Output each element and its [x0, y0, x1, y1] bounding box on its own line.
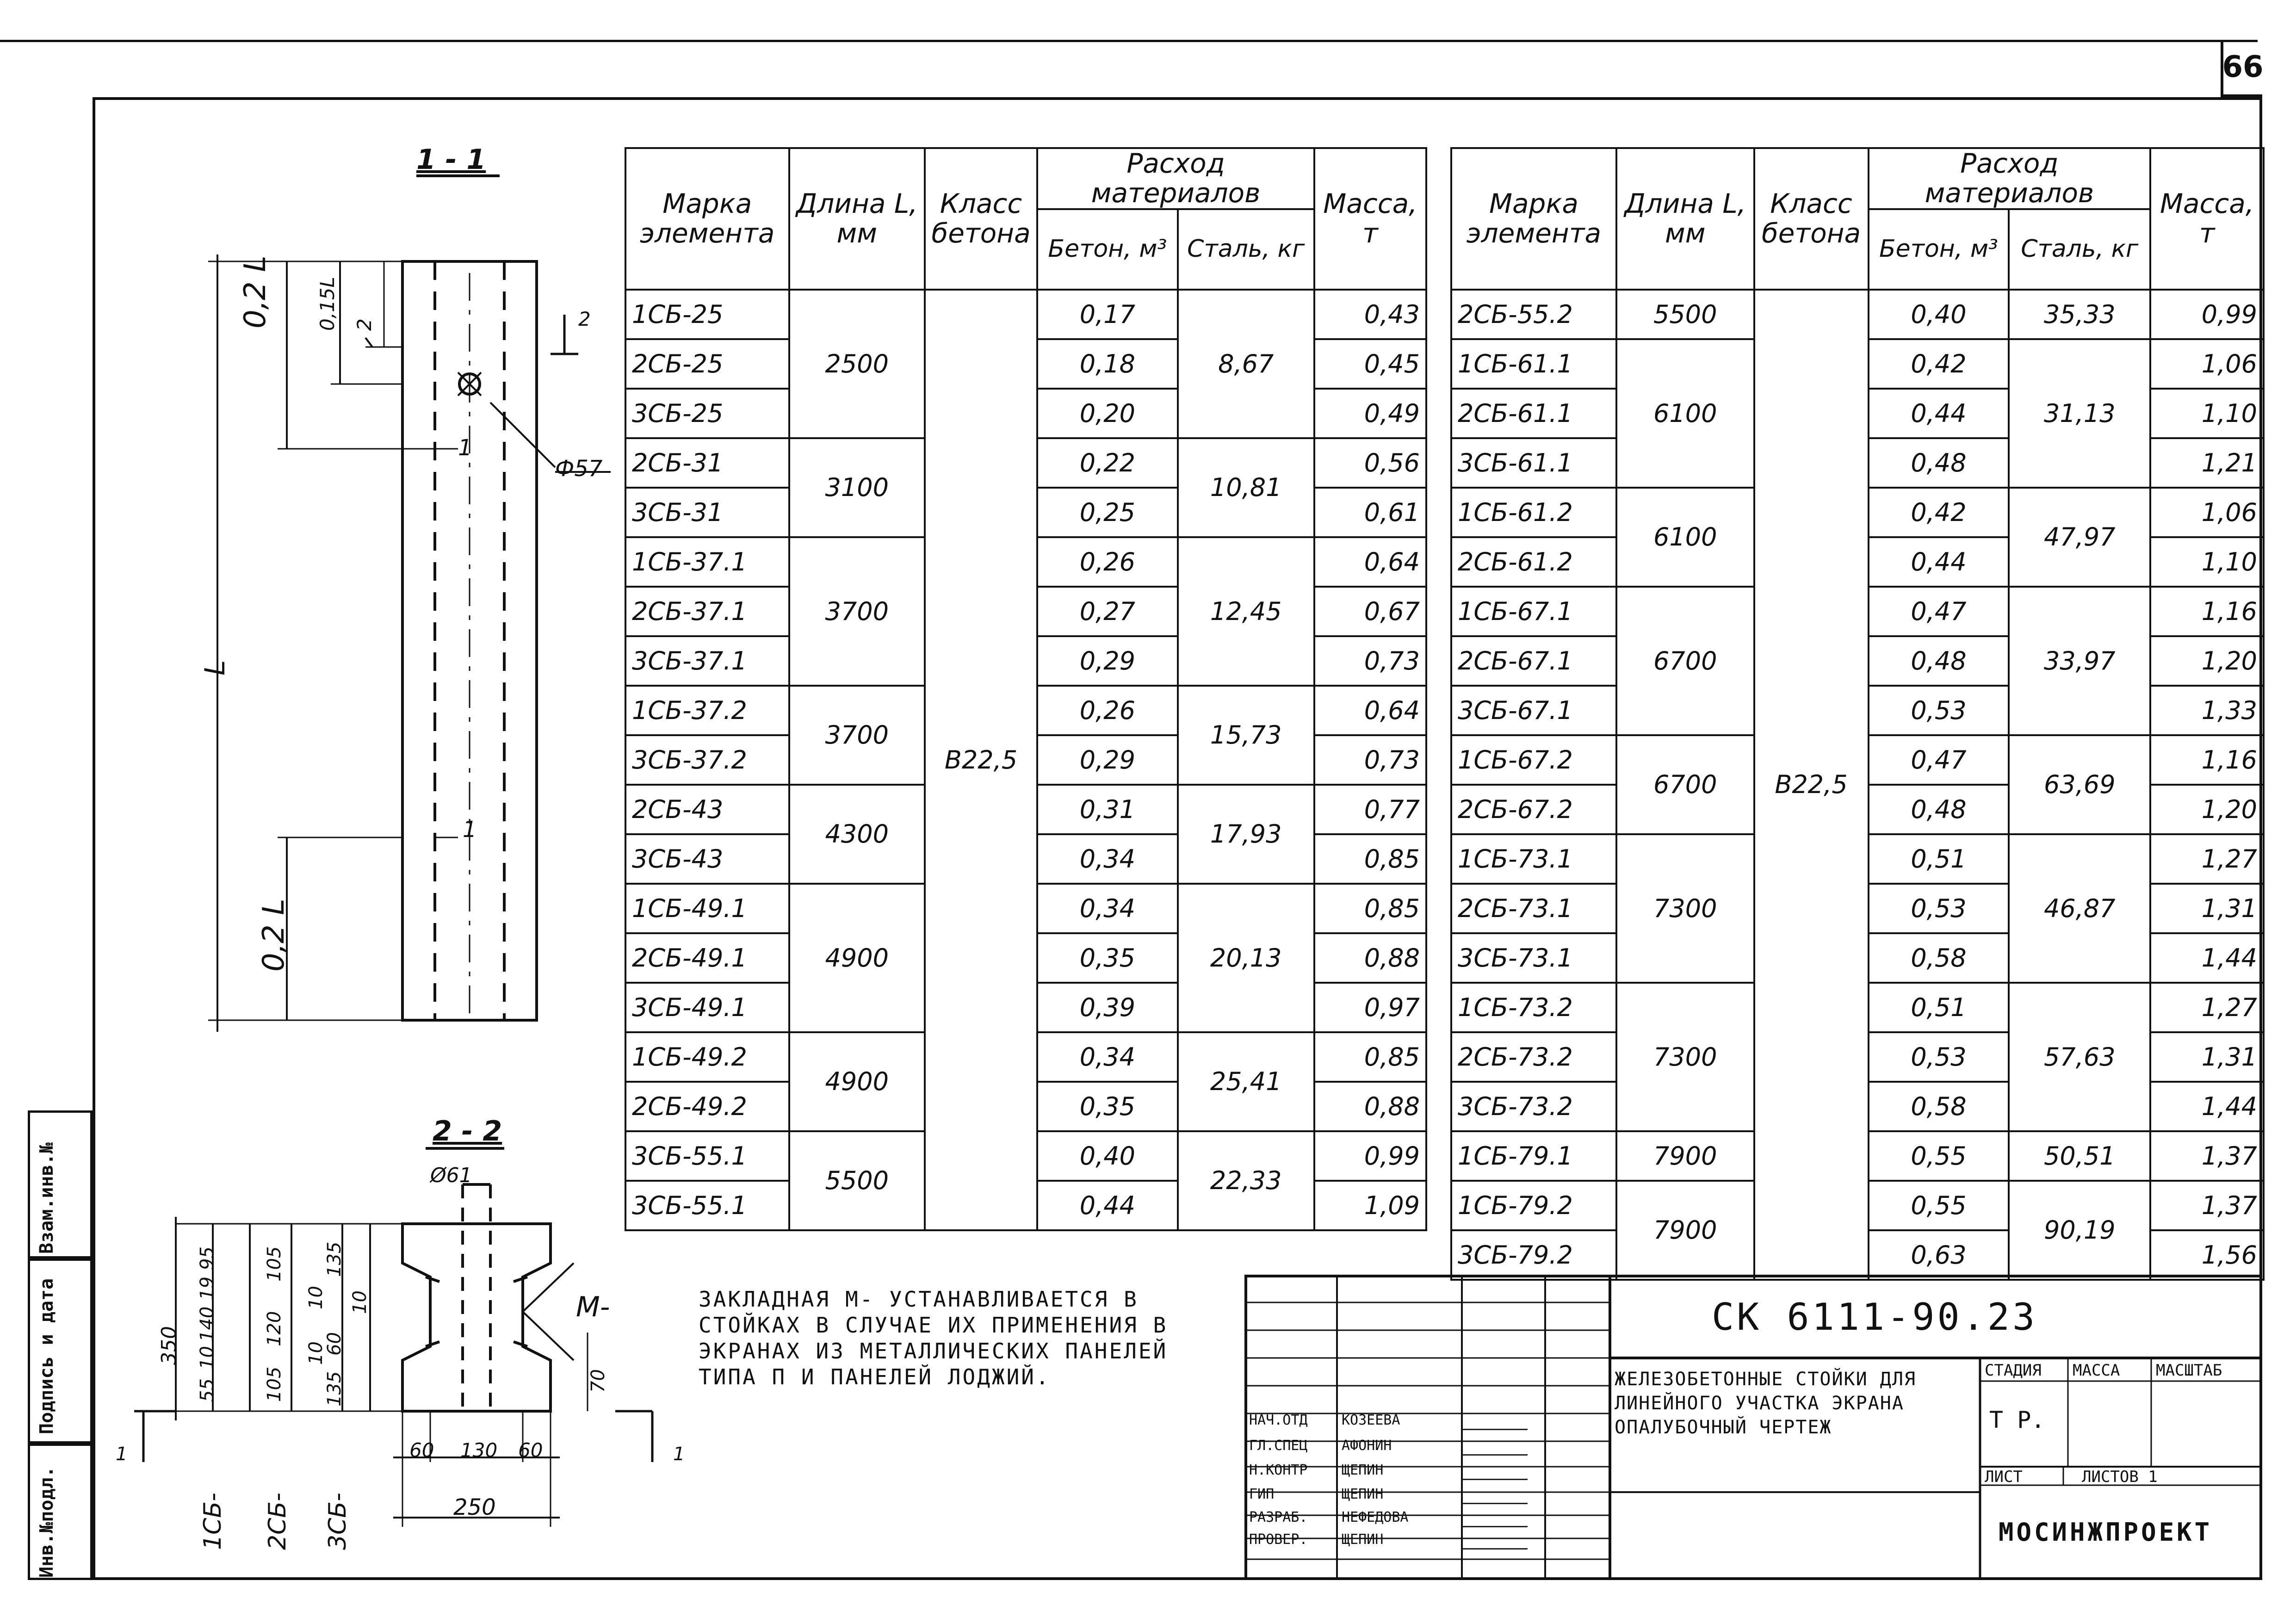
element-mark: 3СБ-73.2 — [1451, 1082, 1616, 1131]
dim-19: 19 — [197, 1277, 218, 1300]
signature-role: ГЛ.СПЕЦ — [1249, 1438, 1308, 1454]
header-concrete: Бетон, м³ — [1037, 209, 1177, 290]
dim-015L: 0,15L — [316, 277, 339, 331]
concrete-volume: 0,53 — [1869, 686, 2009, 735]
signature-role: ПРОВЕР. — [1249, 1531, 1308, 1548]
element-mark: 2СБ-55.2 — [1451, 290, 1616, 339]
header-concrete: Бетон, м³ — [1869, 209, 2009, 290]
element-mark: 3СБ-49.1 — [625, 983, 789, 1032]
signature-role: НАЧ.ОТД — [1249, 1412, 1308, 1428]
sheet-label: ЛИСТ — [1985, 1468, 2023, 1486]
concrete-volume: 0,29 — [1037, 735, 1177, 785]
mass-value: 0,64 — [1314, 537, 1426, 587]
steel-weight: 57,63 — [2009, 983, 2150, 1131]
top-border-line — [0, 40, 2258, 42]
header-consumption: Расход материалов — [1037, 148, 1314, 209]
dim-10-c: 10 — [305, 1286, 327, 1309]
header-mark: Марка элемента — [1451, 148, 1616, 290]
insert-mark-M: М- — [576, 1291, 610, 1323]
mass-value: 0,49 — [1314, 389, 1426, 438]
steel-weight: 33,97 — [2009, 587, 2150, 735]
table-row — [1451, 290, 2264, 339]
mass-value: 1,16 — [2150, 587, 2264, 636]
header-length: Длина L, мм — [789, 148, 925, 290]
steel-weight: 50,51 — [2009, 1131, 2150, 1181]
concrete-volume: 0,53 — [1869, 1032, 2009, 1082]
mass-value: 1,09 — [1314, 1181, 1426, 1230]
concrete-volume: 0,63 — [1869, 1230, 2009, 1280]
concrete-volume: 0,26 — [1037, 537, 1177, 587]
signature-name: КОЗЕЕВА — [1342, 1412, 1400, 1428]
dim-135-b: 135 — [324, 1241, 345, 1277]
concrete-volume: 0,48 — [1869, 785, 2009, 834]
sheets-label: ЛИСТОВ 1 — [2082, 1468, 2158, 1486]
cut-mark-1-top: 1 — [458, 435, 472, 461]
concrete-volume: 0,31 — [1037, 785, 1177, 834]
mass-value: 1,33 — [2150, 686, 2264, 735]
dim-130: 130 — [460, 1439, 498, 1462]
element-mark: 1СБ-79.2 — [1451, 1181, 1616, 1230]
mass-value: 1,31 — [2150, 884, 2264, 933]
signature-name: АФОНИН — [1342, 1438, 1392, 1454]
section-mark-right: 1 — [673, 1444, 685, 1465]
mass-value: 1,16 — [2150, 735, 2264, 785]
element-mark: 3СБ-61.1 — [1451, 438, 1616, 488]
element-mark: 3СБ-55.1 — [625, 1181, 789, 1230]
element-mark: 3СБ-37.1 — [625, 636, 789, 686]
mass-value: 0,61 — [1314, 488, 1426, 537]
concrete-volume: 0,17 — [1037, 290, 1177, 339]
element-mark: 1СБ-25 — [625, 290, 789, 339]
element-mark: 1СБ-67.1 — [1451, 587, 1616, 636]
concrete-volume: 0,58 — [1869, 1082, 2009, 1131]
signature-name: ЩЕПИН — [1342, 1531, 1384, 1548]
element-mark: 2СБ-73.2 — [1451, 1032, 1616, 1082]
mass-value: 1,06 — [2150, 339, 2264, 389]
length-value: 6700 — [1616, 587, 1754, 735]
table-row — [625, 290, 1426, 339]
stage-label: СТАДИЯ — [1985, 1361, 2042, 1380]
mass-value: 1,10 — [2150, 537, 2264, 587]
insert-diameter-61: Ø61 — [430, 1164, 472, 1187]
steel-weight: 31,13 — [2009, 339, 2150, 488]
element-mark: 2СБ-67.1 — [1451, 636, 1616, 686]
steel-weight: 10,81 — [1178, 438, 1314, 537]
element-mark: 1СБ-79.1 — [1451, 1131, 1616, 1181]
element-mark: 3СБ-25 — [625, 389, 789, 438]
concrete-volume: 0,22 — [1037, 438, 1177, 488]
dim-135-a: 135 — [324, 1371, 345, 1407]
cross-section-drawing — [106, 1110, 685, 1573]
concrete-volume: 0,27 — [1037, 587, 1177, 636]
concrete-volume: 0,55 — [1869, 1181, 2009, 1230]
header-length: Длина L, мм — [1616, 148, 1754, 290]
cut-mark-1-bottom: 1 — [463, 817, 477, 843]
steel-weight: 12,45 — [1178, 537, 1314, 686]
mass-value: 0,43 — [1314, 290, 1426, 339]
page-number: 66 — [2221, 40, 2262, 97]
mass-value: 1,06 — [2150, 488, 2264, 537]
length-value: 4900 — [789, 1032, 925, 1131]
concrete-volume: 0,58 — [1869, 933, 2009, 983]
concrete-volume: 0,47 — [1869, 735, 2009, 785]
dim-L: L — [199, 660, 231, 676]
length-value: 6100 — [1616, 488, 1754, 587]
length-value: 3100 — [789, 438, 925, 537]
dim-140: 140 — [197, 1306, 218, 1342]
dim-105-a: 105 — [264, 1366, 285, 1402]
length-value: 3700 — [789, 686, 925, 785]
concrete-volume: 0,44 — [1869, 389, 2009, 438]
concrete-volume: 0,34 — [1037, 884, 1177, 933]
spec-table-right — [1450, 147, 2265, 1281]
dim-2-right: 2 — [578, 308, 591, 330]
concrete-volume: 0,35 — [1037, 1082, 1177, 1131]
element-mark: 2СБ-61.2 — [1451, 537, 1616, 587]
element-mark: 1СБ-61.1 — [1451, 339, 1616, 389]
concrete-volume: 0,20 — [1037, 389, 1177, 438]
dim-55: 55 — [197, 1378, 218, 1402]
dim-02L-top: 0,2 L — [238, 255, 272, 329]
mass-value: 1,31 — [2150, 1032, 2264, 1082]
element-mark: 2СБ-49.2 — [625, 1082, 789, 1131]
element-mark: 3СБ-43 — [625, 834, 789, 884]
dim-60-right: 60 — [518, 1439, 543, 1462]
side-stamp-text-3: Взам.инв.№ — [36, 1142, 57, 1254]
handwritten-signature — [1462, 1408, 1535, 1430]
element-mark: 3СБ-79.2 — [1451, 1230, 1616, 1280]
element-mark: 3СБ-31 — [625, 488, 789, 537]
steel-weight: 35,33 — [2009, 290, 2150, 339]
concrete-volume: 0,34 — [1037, 834, 1177, 884]
subsection-1SB: 1СБ- — [199, 1493, 227, 1550]
header-mass: Масса, т — [2150, 148, 2264, 290]
header-class: Класс бетона — [1754, 148, 1869, 290]
drawing-code: СК 6111-90.23 — [1712, 1295, 2038, 1339]
element-mark: 1СБ-73.2 — [1451, 983, 1616, 1032]
mass-value: 1,20 — [2150, 785, 2264, 834]
dim-10-a: 10 — [197, 1346, 218, 1370]
concrete-volume: 0,29 — [1037, 636, 1177, 686]
dim-95: 95 — [197, 1246, 218, 1270]
mass-value: 0,85 — [1314, 1032, 1426, 1082]
element-mark: 1СБ-73.1 — [1451, 834, 1616, 884]
element-mark: 1СБ-37.2 — [625, 686, 789, 735]
element-mark: 2СБ-25 — [625, 339, 789, 389]
element-mark: 2СБ-37.1 — [625, 587, 789, 636]
concrete-volume: 0,44 — [1869, 537, 2009, 587]
concrete-volume: 0,48 — [1869, 636, 2009, 686]
handwritten-signature — [1462, 1434, 1535, 1456]
stage-value: Т Р. — [1989, 1407, 2045, 1433]
handwritten-signature — [1462, 1458, 1535, 1480]
header-mass: Масса, т — [1314, 148, 1426, 290]
steel-weight: 20,13 — [1178, 884, 1314, 1032]
concrete-class: В22,5 — [925, 290, 1037, 1230]
handwritten-signature — [1462, 1528, 1535, 1550]
signature-name: ЩЕПИН — [1342, 1462, 1384, 1478]
mass-value: 1,37 — [2150, 1131, 2264, 1181]
mass-value: 0,85 — [1314, 834, 1426, 884]
element-mark: 2СБ-49.1 — [625, 933, 789, 983]
mass-value: 0,85 — [1314, 884, 1426, 933]
mass-value: 1,21 — [2150, 438, 2264, 488]
concrete-volume: 0,40 — [1869, 290, 2009, 339]
mass-value: 0,67 — [1314, 587, 1426, 636]
mass-value: 1,44 — [2150, 1082, 2264, 1131]
concrete-volume: 0,40 — [1037, 1131, 1177, 1181]
length-value: 3700 — [789, 537, 925, 686]
handwritten-signature — [1462, 1506, 1535, 1527]
element-mark: 1СБ-49.2 — [625, 1032, 789, 1082]
subsection-3SB: 3СБ- — [324, 1493, 352, 1550]
element-mark: 3СБ-37.2 — [625, 735, 789, 785]
length-value: 7300 — [1616, 983, 1754, 1131]
mass-value: 0,99 — [2150, 290, 2264, 339]
element-mark: 1СБ-37.1 — [625, 537, 789, 587]
dim-70: 70 — [588, 1369, 609, 1393]
element-mark: 2СБ-61.1 — [1451, 389, 1616, 438]
mass-value: 1,27 — [2150, 834, 2264, 884]
element-mark: 3СБ-55.1 — [625, 1131, 789, 1181]
length-value: 7300 — [1616, 834, 1754, 983]
column-elevation-drawing — [93, 97, 625, 1161]
concrete-volume: 0,42 — [1869, 339, 2009, 389]
concrete-volume: 0,55 — [1869, 1131, 2009, 1181]
mass-label: МАССА — [2073, 1361, 2120, 1380]
mass-value: 0,88 — [1314, 1082, 1426, 1131]
signature-role: РАЗРАБ. — [1249, 1509, 1308, 1525]
steel-weight: 17,93 — [1178, 785, 1314, 884]
mass-value: 0,97 — [1314, 983, 1426, 1032]
signature-role: Н.КОНТР — [1249, 1462, 1308, 1478]
organization-name: МОСИНЖПРОЕКТ — [1999, 1518, 2213, 1547]
dim-10-d: 10 — [349, 1290, 371, 1314]
dim-60-left: 60 — [409, 1439, 434, 1462]
mass-value: 1,44 — [2150, 933, 2264, 983]
steel-weight: 22,33 — [1178, 1131, 1314, 1230]
length-value: 6700 — [1616, 735, 1754, 834]
mass-value: 0,88 — [1314, 933, 1426, 983]
element-mark: 2СБ-43 — [625, 785, 789, 834]
mass-value: 1,20 — [2150, 636, 2264, 686]
steel-weight: 47,97 — [2009, 488, 2150, 587]
concrete-volume: 0,51 — [1869, 983, 2009, 1032]
steel-weight: 15,73 — [1178, 686, 1314, 785]
element-mark: 1СБ-49.1 — [625, 884, 789, 933]
element-mark: 3СБ-67.1 — [1451, 686, 1616, 735]
mass-value: 0,45 — [1314, 339, 1426, 389]
mass-value: 0,77 — [1314, 785, 1426, 834]
concrete-volume: 0,26 — [1037, 686, 1177, 735]
mass-value: 1,37 — [2150, 1181, 2264, 1230]
dim-350: 350 — [157, 1326, 181, 1365]
concrete-volume: 0,53 — [1869, 884, 2009, 933]
mass-value: 1,27 — [2150, 983, 2264, 1032]
mass-value: 0,56 — [1314, 438, 1426, 488]
mass-value: 0,99 — [1314, 1131, 1426, 1181]
steel-weight: 63,69 — [2009, 735, 2150, 834]
mass-value: 0,64 — [1314, 686, 1426, 735]
length-value: 6100 — [1616, 339, 1754, 488]
concrete-volume: 0,18 — [1037, 339, 1177, 389]
dim-2-left: 2 — [353, 318, 376, 331]
side-stamp-text-2: Подпись и дата — [36, 1278, 57, 1434]
signature-role: ГИП — [1249, 1486, 1275, 1502]
steel-weight: 8,67 — [1178, 290, 1314, 438]
header-class: Класс бетона — [925, 148, 1037, 290]
section-1-label: 1 - 1 — [416, 143, 486, 176]
dim-105-b: 105 — [264, 1246, 285, 1282]
concrete-volume: 0,47 — [1869, 587, 2009, 636]
element-mark: 2СБ-67.2 — [1451, 785, 1616, 834]
concrete-volume: 0,44 — [1037, 1181, 1177, 1230]
concrete-volume: 0,48 — [1869, 438, 2009, 488]
side-stamp-text-1: Инв.№подл. — [36, 1466, 57, 1578]
section-2-label: 2 - 2 — [433, 1115, 502, 1147]
concrete-class: В22,5 — [1754, 290, 1869, 1280]
signature-name: НЕФЕДОВА — [1342, 1509, 1409, 1525]
installation-note: ЗАКЛАДНАЯ М- УСТАНАВЛИВАЕТСЯ В СТОЙКАХ В СЛУЧАЕ ИХ ПРИМЕНЕНИЯ В ЭКРАНАХ ИЗ МЕТАЛЛИЧЕСКИХ ПАНЕЛЕЙ ТИПА П И ПАНЕЛЕЙ ЛОДЖИЙ. — [699, 1287, 1168, 1389]
mass-value: 0,73 — [1314, 735, 1426, 785]
mass-value: 1,10 — [2150, 389, 2264, 438]
scale-label: МАСШТАБ — [2156, 1361, 2222, 1380]
concrete-volume: 0,39 — [1037, 983, 1177, 1032]
element-mark: 3СБ-73.1 — [1451, 933, 1616, 983]
length-value: 2500 — [789, 290, 925, 438]
element-mark: 1СБ-67.2 — [1451, 735, 1616, 785]
length-value: 7900 — [1616, 1131, 1754, 1181]
element-mark: 1СБ-61.2 — [1451, 488, 1616, 537]
steel-weight: 46,87 — [2009, 834, 2150, 983]
steel-weight: 25,41 — [1178, 1032, 1314, 1131]
mass-value: 1,56 — [2150, 1230, 2264, 1280]
header-mark: Марка элемента — [625, 148, 789, 290]
dim-10-b: 10 — [305, 1341, 327, 1365]
length-value: 4300 — [789, 785, 925, 884]
length-value: 4900 — [789, 884, 925, 1032]
length-value: 7900 — [1616, 1181, 1754, 1280]
length-value: 5500 — [1616, 290, 1754, 339]
dim-120: 120 — [264, 1311, 285, 1346]
spec-table-left — [625, 147, 1427, 1231]
concrete-volume: 0,34 — [1037, 1032, 1177, 1082]
dim-250: 250 — [453, 1494, 496, 1520]
dim-02L-bottom: 0,2 L — [257, 899, 291, 972]
dim-60: 60 — [324, 1332, 345, 1356]
hole-diameter-57: Ф57 — [555, 456, 603, 482]
concrete-volume: 0,51 — [1869, 834, 2009, 884]
header-steel: Сталь, кг — [2009, 209, 2150, 290]
section-mark-left: 1 — [116, 1444, 128, 1465]
handwritten-signature — [1462, 1482, 1535, 1504]
element-mark: 2СБ-73.1 — [1451, 884, 1616, 933]
element-mark: 2СБ-31 — [625, 438, 789, 488]
header-consumption: Расход материалов — [1869, 148, 2151, 209]
concrete-volume: 0,35 — [1037, 933, 1177, 983]
concrete-volume: 0,42 — [1869, 488, 2009, 537]
signature-name: ЩЕПИН — [1342, 1486, 1384, 1502]
mass-value: 0,73 — [1314, 636, 1426, 686]
concrete-volume: 0,25 — [1037, 488, 1177, 537]
drawing-title: ЖЕЛЕЗОБЕТОННЫЕ СТОЙКИ ДЛЯ ЛИНЕЙНОГО УЧАСТКА ЭКРАНА ОПАЛУБОЧНЫЙ ЧЕРТЕЖ — [1615, 1369, 1917, 1438]
header-steel: Сталь, кг — [1178, 209, 1314, 290]
steel-weight: 90,19 — [2009, 1181, 2150, 1280]
length-value: 5500 — [789, 1131, 925, 1230]
subsection-2SB: 2СБ- — [264, 1493, 291, 1550]
